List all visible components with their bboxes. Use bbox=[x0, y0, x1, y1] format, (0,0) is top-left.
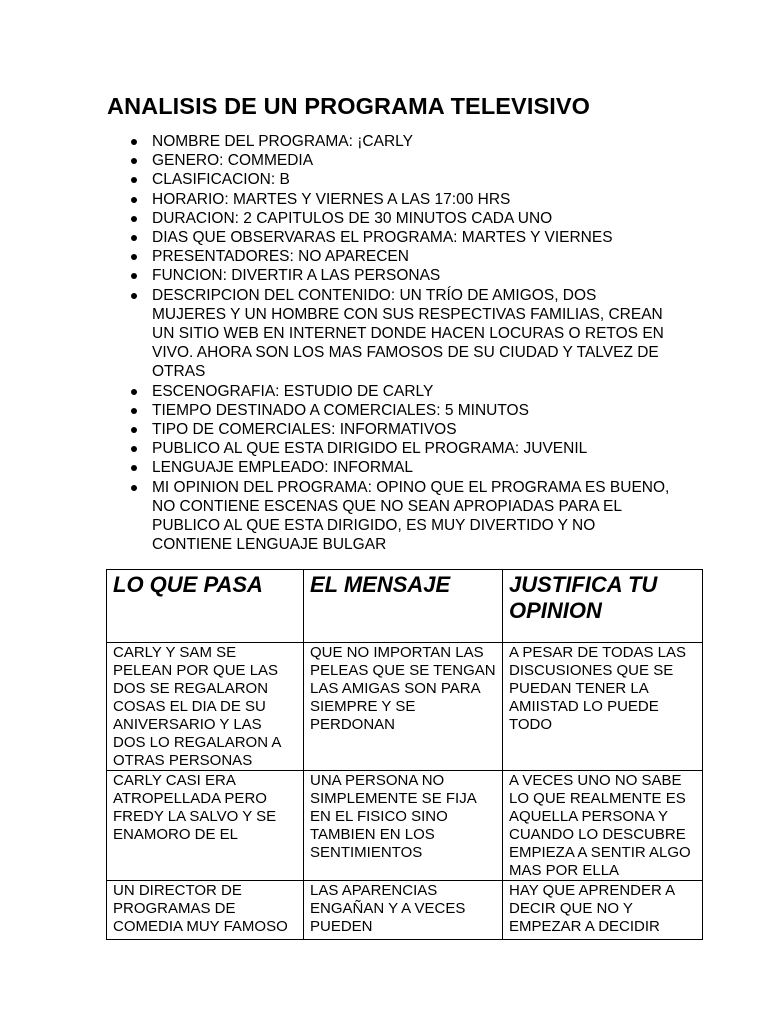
list-item: TIPO DE COMERCIALES: INFORMATIVOS bbox=[152, 420, 672, 439]
column-header-lo-que-pasa: LO QUE PASA bbox=[107, 570, 304, 643]
table-cell: UN DIRECTOR DE PROGRAMAS DE COMEDIA MUY FAMOSO bbox=[107, 881, 304, 940]
list-item: FUNCION: DIVERTIR A LAS PERSONAS bbox=[152, 266, 672, 285]
document-title: ANALISIS DE UN PROGRAMA TELEVISIVO bbox=[107, 93, 591, 119]
analysis-table bbox=[106, 569, 703, 940]
list-item: DURACION: 2 CAPITULOS DE 30 MINUTOS CADA UNO bbox=[152, 209, 672, 228]
list-item: PUBLICO AL QUE ESTA DIRIGIDO EL PROGRAMA: JUVENIL bbox=[152, 439, 672, 458]
table-header-row bbox=[107, 570, 703, 643]
table-cell: CARLY Y SAM SE PELEAN POR QUE LAS DOS SE REGALARON COSAS EL DIA DE SU ANIVERSARIO Y LAS DOS LO REGALARON A OTRAS PERSONAS bbox=[107, 643, 304, 771]
table-cell: LAS APARENCIAS ENGAÑAN Y A VECES PUEDEN bbox=[304, 881, 503, 940]
table-cell: A VECES UNO NO SABE LO QUE REALMENTE ES AQUELLA PERSONA Y CUANDO LO DESCUBRE EMPIEZA A SENTIR ALGO MAS POR ELLA bbox=[503, 771, 703, 881]
list-item: ESCENOGRAFIA: ESTUDIO DE CARLY bbox=[152, 382, 672, 401]
list-item: TIEMPO DESTINADO A COMERCIALES: 5 MINUTOS bbox=[152, 401, 672, 420]
list-item: DIAS QUE OBSERVARAS EL PROGRAMA: MARTES Y VIERNES bbox=[152, 228, 672, 247]
column-header-el-mensaje: EL MENSAJE bbox=[304, 570, 503, 643]
table-cell: QUE NO IMPORTAN LAS PELEAS QUE SE TENGAN LAS AMIGAS SON PARA SIEMPRE Y SE PERDONAN bbox=[304, 643, 503, 771]
program-details-list bbox=[152, 132, 672, 554]
list-item: DESCRIPCION DEL CONTENIDO: UN TRÍO DE AMIGOS, DOS MUJERES Y UN HOMBRE CON SUS RESPECTIVAS FAMILIAS, CREAN UN SITIO WEB EN INTERNET DONDE HACEN LOCURAS O RETOS EN VIVO. AHORA SON LOS MAS FAMOSOS DE SU CIUDAD Y TALVEZ DE OTRAS bbox=[152, 286, 672, 382]
table-cell: HAY QUE APRENDER A DECIR QUE NO Y EMPEZAR A DECIDIR bbox=[503, 881, 703, 940]
list-item: GENERO: COMMEDIA bbox=[152, 151, 672, 170]
list-item: PRESENTADORES: NO APARECEN bbox=[152, 247, 672, 266]
table-row bbox=[107, 881, 703, 940]
list-item: HORARIO: MARTES Y VIERNES A LAS 17:00 HRS bbox=[152, 190, 672, 209]
list-item: CLASIFICACION: B bbox=[152, 170, 672, 189]
table-cell: UNA PERSONA NO SIMPLEMENTE SE FIJA EN EL FISICO SINO TAMBIEN EN LOS SENTIMIENTOS bbox=[304, 771, 503, 881]
table-row bbox=[107, 771, 703, 881]
list-item: MI OPINION DEL PROGRAMA: OPINO QUE EL PROGRAMA ES BUENO, NO CONTIENE ESCENAS QUE NO SEAN APROPIADAS PARA EL PUBLICO AL QUE ESTA DIRIGIDO, ES MUY DIVERTIDO Y NO CONTIENE LENGUAJE BULGAR bbox=[152, 478, 672, 555]
table-cell: CARLY CASI ERA ATROPELLADA PERO FREDY LA SALVO Y SE ENAMORO DE EL bbox=[107, 771, 304, 881]
list-item: NOMBRE DEL PROGRAMA: ¡CARLY bbox=[152, 132, 672, 151]
column-header-justifica-tu-opinion: JUSTIFICA TU OPINION bbox=[503, 570, 703, 643]
table-row bbox=[107, 643, 703, 771]
list-item: LENGUAJE EMPLEADO: INFORMAL bbox=[152, 458, 672, 477]
table-cell: A PESAR DE TODAS LAS DISCUSIONES QUE SE PUEDAN TENER LA AMIISTAD LO PUEDE TODO bbox=[503, 643, 703, 771]
